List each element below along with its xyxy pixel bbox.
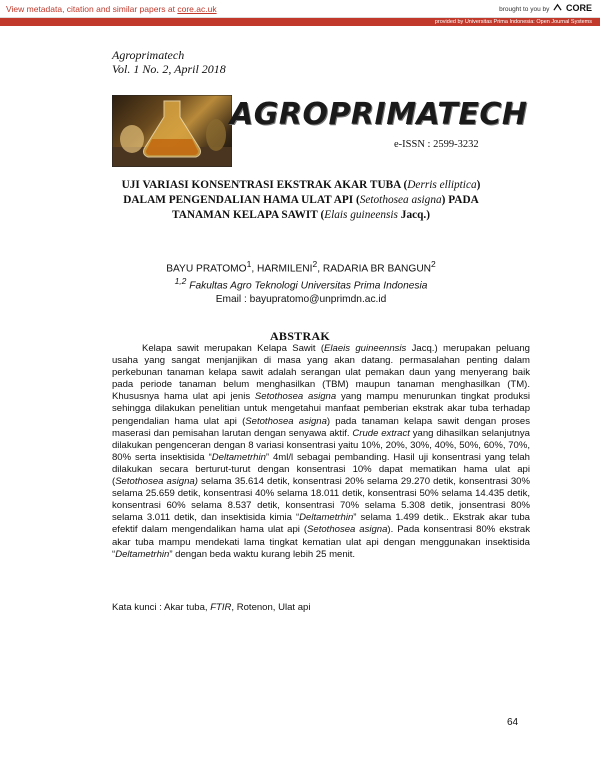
author-email: Email : bayupratomo@unprimdn.ac.id (215, 293, 387, 305)
core-link[interactable]: core.ac.uk (177, 4, 217, 14)
core-logo-icon (553, 3, 562, 12)
keywords: Kata kunci : Akar tuba, FTIR, Rotenon, Ulat api (112, 602, 311, 613)
author-names: BAYU PRATOMO$^1$, HARMILENI$^2$, RADARIA BR BANGUN$^2$ (166, 259, 436, 275)
abstract-heading: ABSTRAK (269, 329, 331, 343)
journal-header (112, 48, 226, 76)
core-logo-text: CORE (565, 3, 592, 13)
lab-flask-image (112, 95, 232, 167)
journal-logo-text: AGROPRIMATECH (230, 97, 528, 132)
metadata-link-text: View metadata, citation and similar papers at core.ac.uk (6, 4, 217, 14)
author-block (70, 258, 532, 306)
title-line-1: UJI VARIASI KONSENTRASI EKSTRAK AKAR TUBA (Derris elliptica) (121, 179, 481, 191)
title-line-3: TANAMAN KELAPA SAWIT (Elais guineensis Jacq.) (172, 209, 430, 221)
page-number: 64 (507, 717, 519, 728)
core-header-bar (0, 0, 600, 18)
provided-by-bar: provided by Universitas Prima Indonesia: Open Journal Systems (0, 18, 600, 26)
author-affiliation: $^{1,2}$ Fakultas Agro Teknologi Universitas Prima Indonesia (174, 276, 428, 292)
paper-title (70, 178, 532, 223)
abstract-body: Kelapa sawit merupakan Kelapa Sawit (Elaeis guineennsis Jacq.) merupakan peluang usaha yang sangat menjanjikan di masa yang akan datang. permasalahan penting dalam perkebunan tanaman kelapa sawit adalah serangan ulat pemakan daun yang menyerang baik pada periode tanaman belum menghasilkan (TBM) maupun tanaman menghasilkan (TM). Khususnya hama ulat api jenis Setothosea asigna yang mampu menurunkan tingkat produksi sehingga dilakukan penelitian untuk mengetahui manfaat pemberian ekstrak akar tuba terhadap pengendalian hama ulat api (Setothosea asigna) pada tanaman kelapa sawit dengan proses maserasi dan pemisahan larutan dengan senyawa aktif. Crude extract yang dihasilkan selanjutnya dilakukan pengenceran dengan 8 variasi konsentrasi yaitu 10%, 20%, 30%, 40%, 50%, 60%, 70%, 80% serta insektisida “Deltametrhin” 4ml/l sebagai pembanding. Hasil uji konsentrasi yang telah dilakukan secara berturut-turut dengan konsentrasi 10% dapat mematikan hama ulat api (Setothosea asigna) selama 35.614 detik, konsentrasi 20% selama 29.270 detik, konsentrasi 30% selama 25.659 detik, konsentrasi 40% selama 18.011 detik, konsentrasi 50% selama 14.435 detik, konsentrasi 60% selama 8.537 detik, konsentrasi 70% selama 5.308 detik, jonsentrasi 80% selama 3.011 detik, dan insektisida kimia “Deltametrhin” selama 1.499 detik.. Ekstrak akar tuba efektif dalam mengendalikan hama ulat api (Setothosea asigna). Pada konsentrasi 80% ekstrak akar tuba mampu mendekati lama tingkat kematian ulat api dengan menggunakan insektisida “Deltametrhin” dengan beda waktu kurang lebih 25 menit. (112, 343, 530, 560)
journal-volume: Vol. 1 No. 2, April 2018 (112, 62, 226, 76)
title-line-2: DALAM PENGENDALIAN HAMA ULAT API (Setothosea asigna) PADA (123, 194, 479, 206)
core-brand: brought to you by CORE (499, 3, 592, 13)
issn-text: e-ISSN : 2599-3232 (394, 139, 479, 150)
flask-icon (112, 95, 232, 167)
journal-name: Agroprimatech (112, 48, 185, 62)
journal-banner (112, 95, 528, 167)
